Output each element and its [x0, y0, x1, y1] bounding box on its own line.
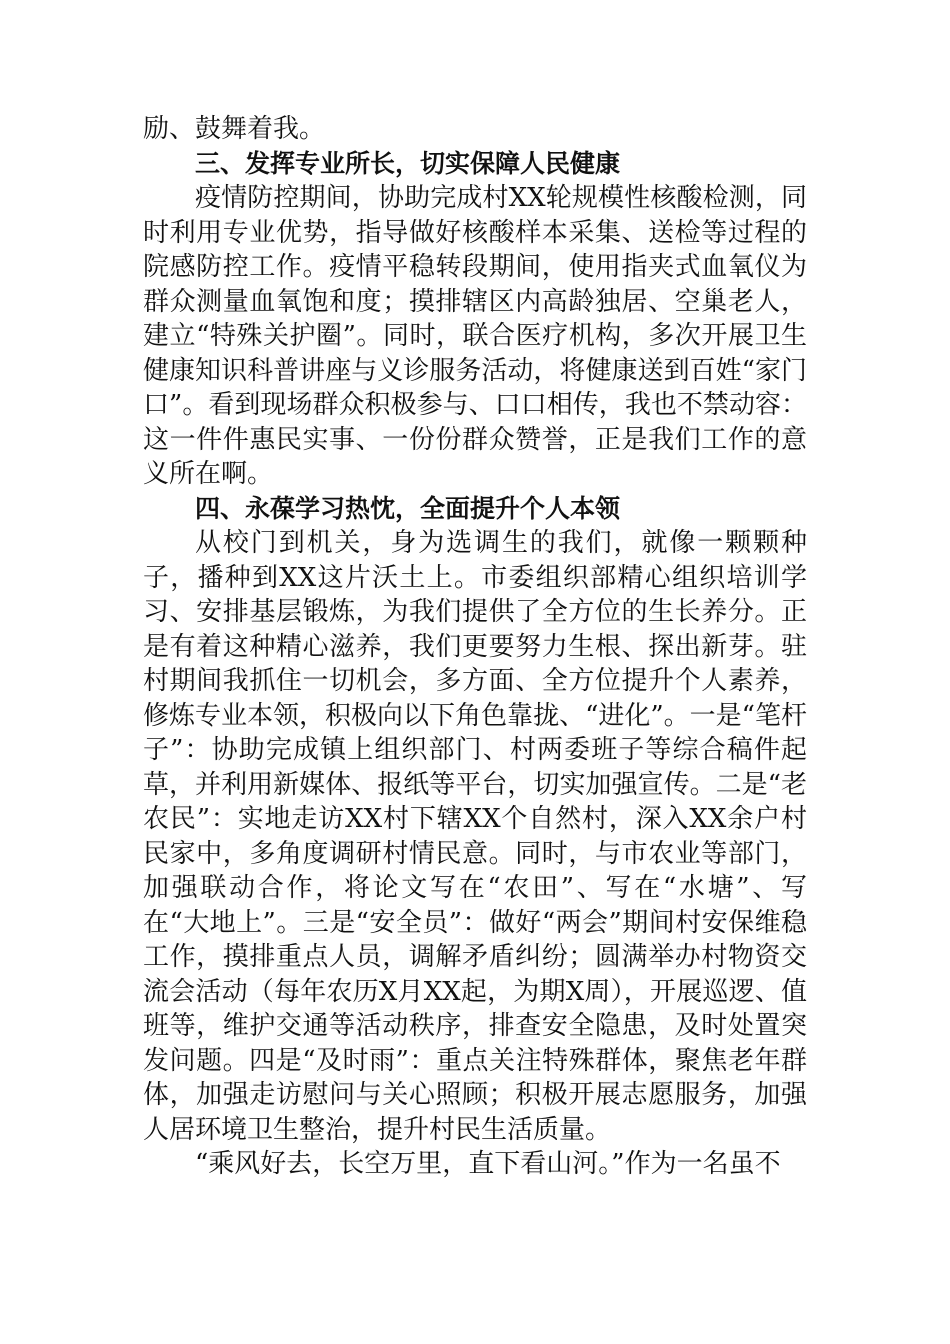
paragraph-closing: “乘风好去，长空万里，直下看山河。”作为一名虽不	[195, 1149, 781, 1179]
paragraph-continuation: 励、鼓舞着我。	[143, 114, 326, 144]
section-heading-3: 三、发挥专业所长，切实保障人民健康	[195, 148, 621, 178]
section-heading-4: 四、永葆学习热忱，全面提升个人本领	[195, 493, 621, 523]
paragraph-health: 疫情防控期间，协助完成村XX轮规模性核酸检测，同时利用专业优势，指导做好核酸样本采集、送检等过程的院感防控工作。疫情平稳转段期间，使用指夹式血氧仪为群众测量血氧饱和度；摸排辖区内高龄独居、空巢老人，建立“特殊关护圈”。同时，联合医疗机构，多次开展卫生健康知识科普讲座与义诊服务活动，将健康送到百姓“家门口”。看到现场群众积极参与、口口相传，我也不禁动容：这一件件惠民实事、一份份群众赞誉，正是我们工作的意义所在啊。	[143, 183, 807, 489]
paragraph-learning: 从校门到机关，身为选调生的我们，就像一颗颗种子，播种到XX这片沃土上。市委组织部精心组织培训学习、安排基层锻炼，为我们提供了全方位的生长养分。正是有着这种精心滋养，我们更要努力生根、探出新芽。驻村期间我抓住一切机会，多方面、全方位提升个人素养，修炼专业本领，积极向以下角色靠拢、“进化”。一是“笔杆子”：协助完成镇上组织部门、村两委班子等综合稿件起草，并利用新媒体、报纸等平台，切实加强宣传。二是“老农民”：实地走访XX村下辖XX个自然村，深入XX余户村民家中，多角度调研村情民意。同时，与市农业等部门，加强联动合作，将论文写在“农田”、写在“水塘”、写在“大地上”。三是“安全员”：做好“两会”期间村安保维稳工作，摸排重点人员，调解矛盾纠纷；圆满举办村物资交流会活动（每年农历X月XX起，为期X周），开展巡逻、值班等，维护交通等活动秩序，排查安全隐患，及时处置突发问题。四是“及时雨”：重点关注特殊群体，聚焦老年群体，加强走访慰问与关心照顾；积极开展志愿服务，加强人居环境卫生整治，提升村民生活质量。	[143, 528, 807, 1145]
document-page	[143, 112, 807, 1182]
